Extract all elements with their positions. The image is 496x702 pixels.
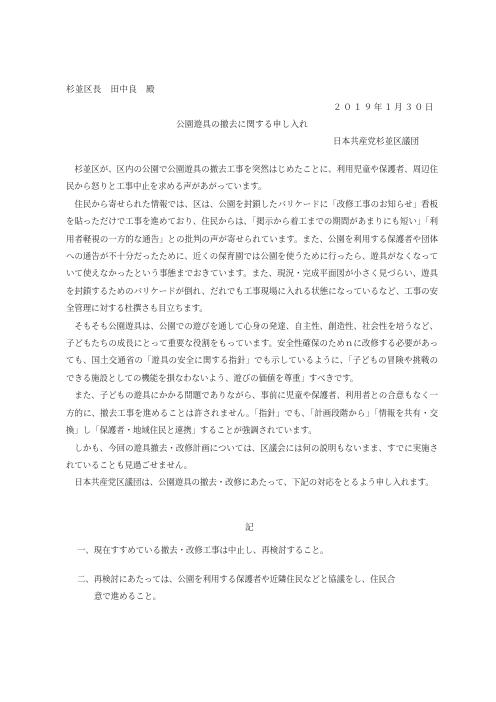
demand-item-2: [77, 571, 395, 606]
demand-item-1: 一、現在すすめている撤去・改修工事は中止し、再検討すること。: [77, 545, 329, 555]
addressee: 杉並区長 田中良 殿: [66, 85, 155, 95]
demand-item-2-line-2: 意で進めること。: [94, 591, 161, 602]
paragraph: そもそも公園遊具は、公園での遊びを通して心身の発達、自主性、創造性、社会性を培うなど、子どもたちの成長にとって重要な役割をもっています。安全性確保のためｎに改修する必要があっても、国土交通省の「遊具の安全に関する指針」でも示しているように、「子どもの冒険や挑戦のできる施設としての機能を損なわないよう、遊びの価値を尊重」すべきです。: [66, 320, 438, 383]
paragraph: 住民から寄せられた情報では、区は、公園を封鎖したバリケードに「改修工事のお知らせ」看板を貼っただけで工事を進めており、住民からは、「掲示から着工までの期間があまりにも短い」「利用者軽視の一方的な通告」との批判の声が寄せられています。また、公園を利用する保護者や団体への通告が不十分だったために、近くの保育園では公園を使うために行ったら、遊具がなくなっていて使えなかったという事態までおきています。また、現況・完成平面図が小さく見づらい、遊具を封鎖するためのバリケードが倒れ、だれでも工事現場に入れる状態になっているなど、工事の安全管理に対する杜撰さも目立ちます。: [66, 198, 438, 314]
paragraph: また、子どもの遊具にかかる問題でありながら、事前に児童や保護者、利用者との合意もなく一方的に、撤去工事を進めることは許されません。「指針」でも、「計画段階から」「情報を共有・交換」し「保護者・地域住民と連携」することが強調されています。: [66, 390, 438, 436]
paragraph: しかも、今回の遊具撤去・改修計画については、区議会には何の説明もないまま、すでに実施されていることも見過ごせません。: [66, 442, 438, 470]
ki-heading: 記: [245, 523, 254, 533]
paragraph: 日本共産党区議団は、公園遊具の撤去・改修にあたって、下記の対応をとるよう申し入れます。: [74, 477, 434, 488]
body-text: [66, 161, 438, 492]
document-title: 公園遊具の撤去に関する申し入れ: [176, 120, 308, 130]
paragraph: 杉並区が、区内の公園で公園遊具の撤去工事を突然はじめたことに、利用児童や保護者、周辺住民から怒りと工事中止を求める声があがっています。: [66, 164, 438, 192]
demand-item-2-line-1: 二、再検討にあたっては、公園を利用する保護者や近隣住民などと協議をし、住民合: [77, 574, 396, 584]
date: ２０１９年１月３０日: [333, 103, 435, 113]
sender: 日本共産党杉並区議団: [333, 137, 419, 147]
